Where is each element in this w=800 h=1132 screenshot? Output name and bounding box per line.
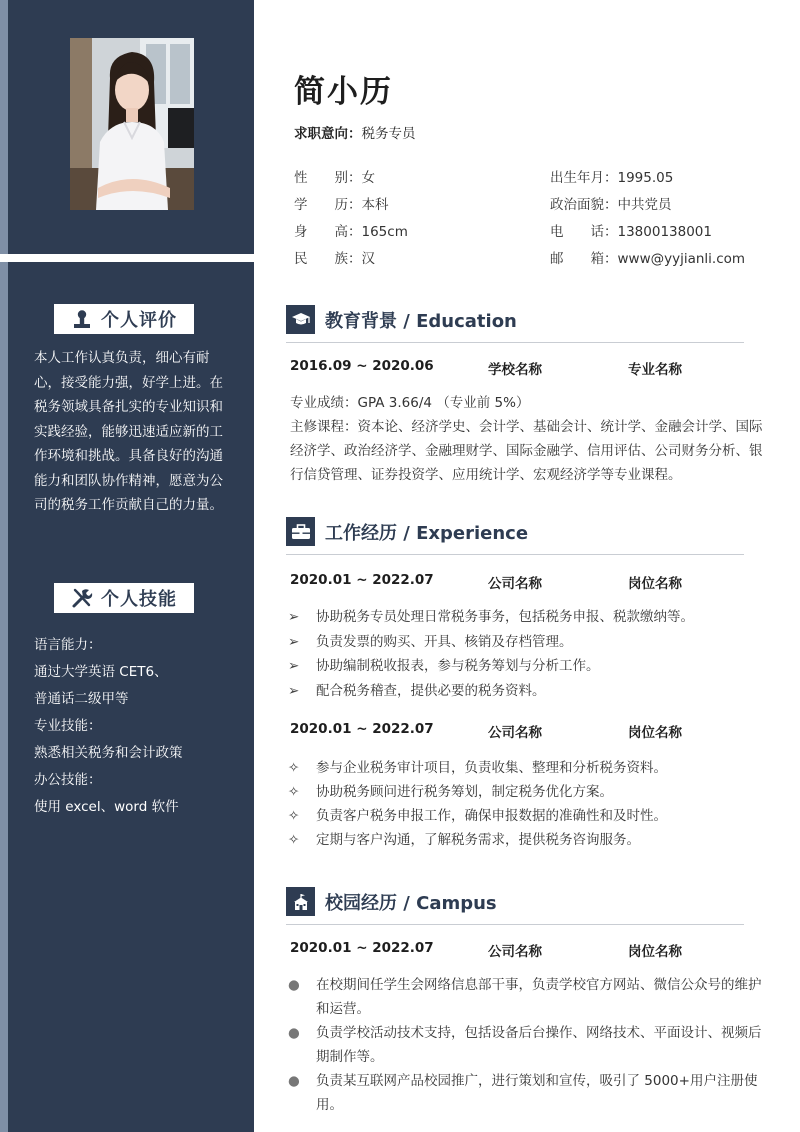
star-bullet-icon: ✧ — [288, 832, 300, 848]
info-value: 汉 — [361, 251, 375, 267]
sidebar-accent-stripe — [0, 0, 8, 254]
info-label: 邮 箱： — [550, 251, 618, 267]
job-intent-label: 求职意向： — [294, 126, 362, 142]
info-email — [550, 247, 745, 267]
company-name: 公司名称 — [488, 576, 542, 592]
duty-text: 负责发票的购买、开具、核销及存档管理。 — [316, 633, 573, 650]
skills-line: 语言能力： — [34, 637, 102, 653]
info-phone — [550, 220, 712, 240]
company-name: 公司名称 — [488, 725, 542, 741]
experience-title: 工作经历 / Experience — [325, 522, 529, 544]
position-name: 岗位名称 — [628, 576, 682, 592]
evaluation-title: 个人评价 — [101, 310, 177, 331]
arrow-bullet-icon: ➢ — [288, 658, 300, 674]
activity-text: 负责某互联网产品校园推广，进行策划和宣传，吸引了 5000+用户注册使用。 — [316, 1073, 758, 1113]
campus-title: 校园经历 / Campus — [325, 892, 497, 914]
duty-text: 协助税务顾问进行税务筹划，制定税务优化方案。 — [316, 784, 613, 800]
duty-text: 负责客户税务申报工作，确保申报数据的准确性和及时性。 — [316, 808, 667, 824]
duty-text: 协助编制税收报表，参与税务筹划与分析工作。 — [316, 658, 600, 674]
skills-line: 通过大学英语 CET6、 — [34, 664, 168, 680]
info-education — [294, 193, 389, 213]
campus-period: 2020.01 ~ 2022.07 — [290, 940, 434, 956]
list-item — [288, 756, 768, 780]
skills-line: 专业技能： — [34, 718, 102, 734]
info-value: 本科 — [361, 197, 389, 213]
star-bullet-icon: ✧ — [288, 784, 300, 800]
info-value: 女 — [361, 170, 375, 186]
skills-line: 使用 excel、word 软件 — [34, 799, 179, 815]
list-item — [288, 605, 768, 630]
tools-icon — [71, 587, 93, 609]
info-value: 中共党员 — [617, 197, 672, 213]
star-bullet-icon: ✧ — [288, 808, 300, 824]
list-item — [288, 1069, 768, 1117]
job-period: 2020.01 ~ 2022.07 — [290, 572, 434, 588]
position-name: 岗位名称 — [628, 944, 682, 960]
sidebar — [0, 0, 254, 1132]
duty-text: 定期与客户沟通，了解税务需求，提供税务咨询服务。 — [316, 832, 640, 848]
list-item — [288, 780, 768, 804]
dot-bullet-icon: ● — [288, 1025, 300, 1041]
star-bullet-icon: ✧ — [288, 760, 300, 776]
divider — [286, 924, 744, 925]
skills-line: 普通话二级甲等 — [34, 691, 129, 707]
skills-heading — [54, 583, 194, 613]
dot-bullet-icon: ● — [288, 1073, 300, 1089]
skills-line: 办公技能： — [34, 772, 102, 788]
list-item — [288, 804, 768, 828]
info-politics — [550, 193, 672, 213]
info-value: 13800138001 — [617, 224, 712, 240]
profile-photo — [70, 38, 194, 210]
info-label: 身 高： — [294, 224, 362, 240]
job-duties — [288, 756, 768, 852]
list-item — [288, 654, 768, 679]
info-value: 1995.05 — [617, 170, 674, 186]
school-icon — [286, 887, 315, 916]
company-name: 公司名称 — [488, 944, 542, 960]
divider — [286, 342, 744, 343]
info-gender — [294, 166, 375, 186]
skills-title: 个人技能 — [101, 589, 177, 610]
info-label: 学 历： — [294, 197, 362, 213]
list-item — [288, 679, 768, 704]
candidate-name: 简小历 — [294, 74, 393, 110]
info-label: 出生年月： — [550, 170, 618, 186]
divider — [286, 554, 744, 555]
info-birth — [550, 166, 673, 186]
arrow-bullet-icon: ➢ — [288, 633, 300, 650]
duty-text: 参与企业税务审计项目，负责收集、整理和分析税务资料。 — [316, 760, 667, 776]
list-item — [288, 973, 768, 1021]
briefcase-icon — [286, 517, 315, 546]
job-duties — [288, 605, 768, 703]
info-value: 165cm — [361, 224, 408, 240]
info-value: www@yyjianli.com — [617, 251, 746, 267]
activity-text: 在校期间任学生会网络信息部干事，负责学校官方网站、微信公众号的维护和运营。 — [316, 977, 762, 1017]
sidebar-accent-stripe — [0, 262, 8, 1132]
info-ethnicity — [294, 247, 375, 267]
arrow-bullet-icon: ➢ — [288, 682, 300, 699]
info-label: 政治面貌： — [550, 197, 618, 213]
dot-bullet-icon: ● — [288, 977, 300, 993]
education-title: 教育背景 / Education — [325, 310, 517, 332]
arrow-bullet-icon: ➢ — [288, 609, 300, 625]
main-content — [254, 0, 800, 1132]
duty-text: 协助税务专员处理日常税务事务，包括税务申报、税款缴纳等。 — [316, 609, 694, 625]
major-name: 专业名称 — [628, 362, 682, 378]
user-icon — [71, 308, 93, 330]
school-name: 学校名称 — [488, 362, 542, 378]
skills-list — [34, 632, 234, 821]
activity-text: 负责学校活动技术支持，包括设备后台操作、网络技术、平面设计、视频后期制作等。 — [316, 1025, 762, 1065]
duty-text: 配合税务稽查，提供必要的税务资料。 — [316, 682, 546, 699]
skills-line: 熟悉相关税务和会计政策 — [34, 745, 183, 761]
job-intent — [294, 122, 416, 142]
info-height — [294, 220, 408, 240]
campus-heading — [286, 887, 497, 916]
list-item — [288, 630, 768, 655]
job-period: 2020.01 ~ 2022.07 — [290, 721, 434, 737]
campus-activities — [288, 973, 768, 1117]
education-details: 专业成绩：GPA 3.66/4 （专业前 5%） 主修课程：资本论、经济学史、会计学、基础会计、统计学、金融会计学、国际经济学、政治经济学、金融理财学、国际金融学、信用评估、公司财务分析、银行信贷管理、证券投资学、应用统计学、宏观经济学等专业课程。 — [290, 395, 763, 483]
info-label: 民 族： — [294, 251, 362, 267]
info-label: 性 别： — [294, 170, 362, 186]
list-item — [288, 828, 768, 852]
education-period: 2016.09 ~ 2020.06 — [290, 358, 434, 374]
position-name: 岗位名称 — [628, 725, 682, 741]
experience-heading — [286, 517, 528, 546]
info-label: 电 话： — [550, 224, 618, 240]
evaluation-text: 本人工作认真负责，细心有耐心，接受能力强，好学上进。在税务领域具备扎实的专业知识和实践经验，能够迅速适应新的工作环境和挑战。具备良好的沟通能力和团队协作精神，愿意为公司的税务工作贡献自己的力量。 — [34, 350, 223, 513]
job-intent-value: 税务专员 — [361, 126, 416, 142]
evaluation-heading — [54, 304, 194, 334]
education-heading — [286, 305, 517, 334]
graduation-cap-icon — [286, 305, 315, 334]
list-item — [288, 1021, 768, 1069]
